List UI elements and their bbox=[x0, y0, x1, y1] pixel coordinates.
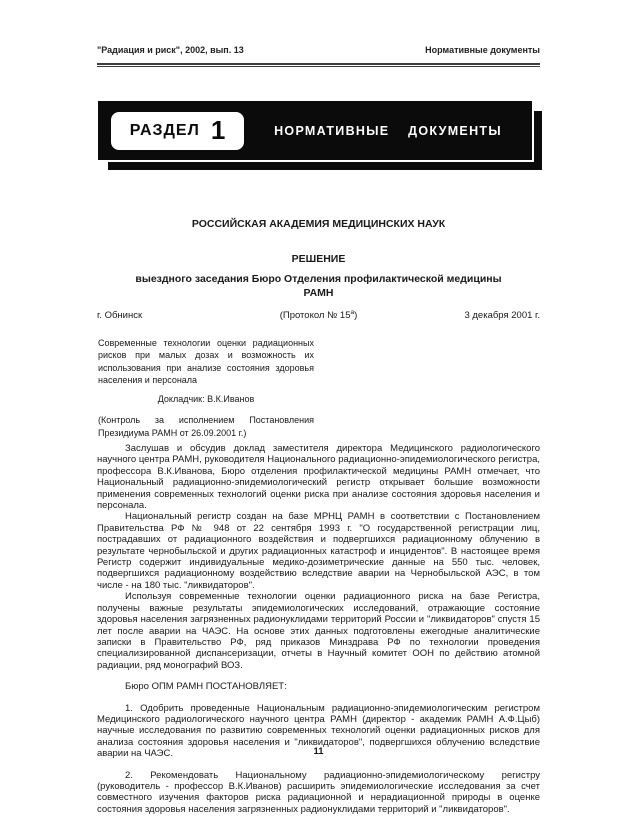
resolution-item: 2. Рекомендовать Национальному радиационно-эпидемиологическому регистру (руководитель - профессор В.К.Иванов) расширить эпидемиологические исследования за счет совместного изучения факторов риска радиационной и нерадиационной природы в оценке состояния здоровья населения загрязненных радионуклидами территорий и "ликвидаторов". bbox=[97, 769, 540, 815]
resolution-heading: Бюро ОПМ РАМН ПОСТАНОВЛЯЕТ: bbox=[125, 681, 287, 693]
protocol-text: (Протокол № 15 bbox=[279, 310, 351, 322]
meta-protocol bbox=[280, 309, 358, 321]
running-section-label: Нормативные документы bbox=[425, 45, 540, 55]
control-note: (Контроль за исполнением Постановления Президиума РАМН от 26.09.2001 г.) bbox=[98, 415, 314, 438]
protocol-superscript: а bbox=[350, 309, 355, 316]
body-text bbox=[97, 443, 540, 815]
protocol-close: ) bbox=[354, 310, 358, 322]
topic-annotation: Современные технологии оценки радиационных рисков при малых дозах и возможность их использования при анализе состояния здоровья населения и персонала bbox=[98, 338, 314, 385]
section-label: РАЗДЕЛ bbox=[129, 121, 200, 139]
body-paragraph: Заслушав и обсудив доклад заместителя директора Медицинского радиологического научного центра РАМН, руководителя Национального радиационно-эпидемиологического регистра, профессора В.К.Иванова, Бюро отделения профилактической медицины РАМН отмечает, что Национальный радиационно-эпидемиологический регистр открывает большие возможности применения современных технологий оценки риска при анализе состояния здоровья населения и персонала. bbox=[97, 443, 540, 512]
meta-place: г. Обнинск bbox=[97, 310, 143, 322]
annotation-block bbox=[98, 337, 314, 439]
section-number: 1 bbox=[210, 114, 226, 145]
section-banner bbox=[98, 101, 532, 160]
running-header bbox=[97, 45, 540, 55]
meta-date: 3 декабря 2001 г. bbox=[464, 310, 540, 322]
resolution-item: 1. Одобрить проведенные Национальным радиационно-эпидемиологическим регистром Медицинского радиологического научного центра РАМН (директор - академик РАМН А.Ф.Цыб) научные исследования по развитию современных технологий оценки радиационных рисков для анализа состояния здоровья населения и "ликвидаторов", подвергшихся облучению вследствие аварии на ЧАЭС. bbox=[97, 702, 540, 760]
resolution-items bbox=[97, 703, 540, 816]
page-number: 11 bbox=[313, 746, 324, 757]
banner-title: НОРМАТИВНЫЕ ДОКУМЕНТЫ bbox=[274, 123, 502, 138]
document-type-heading: РЕШЕНИЕ bbox=[291, 253, 346, 265]
header-rule bbox=[97, 63, 540, 67]
body-paragraph: Национальный регистр создан на базе МРНЦ РАМН в соответствии с Постановлением Правительства РФ № 948 от 22 сентября 1993 г. "О государственной регистрации лиц, пострадавших от радиационного воздействия и подвергшихся радиационному облучению в результате чернобыльской и других радиационных катастроф и инцидентов". В настоящее время Регистр содержит индивидуальные медико-дозиметрические данные на 550 тыс. человек, подвергшихся радиационному воздействию вследствие аварии на Чернобыльской АЭС, в том числе - на 180 тыс. "ликвидаторов". bbox=[97, 511, 540, 591]
body-paragraphs bbox=[97, 443, 540, 671]
document-subtitle bbox=[97, 273, 540, 301]
organization-heading: РОССИЙСКАЯ АКАДЕМИЯ МЕДИЦИНСКИХ НАУК bbox=[191, 218, 446, 230]
speaker-line: Докладчик: В.К.Иванов bbox=[157, 394, 255, 405]
journal-title: "Радиация и риск", 2002, вып. 13 bbox=[97, 45, 244, 55]
document-subtitle-text: выездного заседания Бюро Отделения профилактической медицины РАМН bbox=[135, 273, 502, 299]
meta-row bbox=[97, 309, 540, 321]
section-number-box bbox=[111, 112, 244, 150]
body-paragraph: Используя современные технологии оценки радиационного риска на базе Регистра, получены важные результаты эпидемиологических исследований, отражающие состояние здоровья населения загрязненных радионуклидами территорий России и "ликвидаторов" спустя 15 лет после аварии на ЧАЭС. На основе этих данных подготовлены ежегодные аналитические записки в Правительство РФ, ряд приказов Минздрава РФ по технологии проведения специализированной диспансеризации, отчеты в Научный комитет ООН по действию атомной радиации, ряд монографий ВОЗ. bbox=[97, 591, 540, 671]
